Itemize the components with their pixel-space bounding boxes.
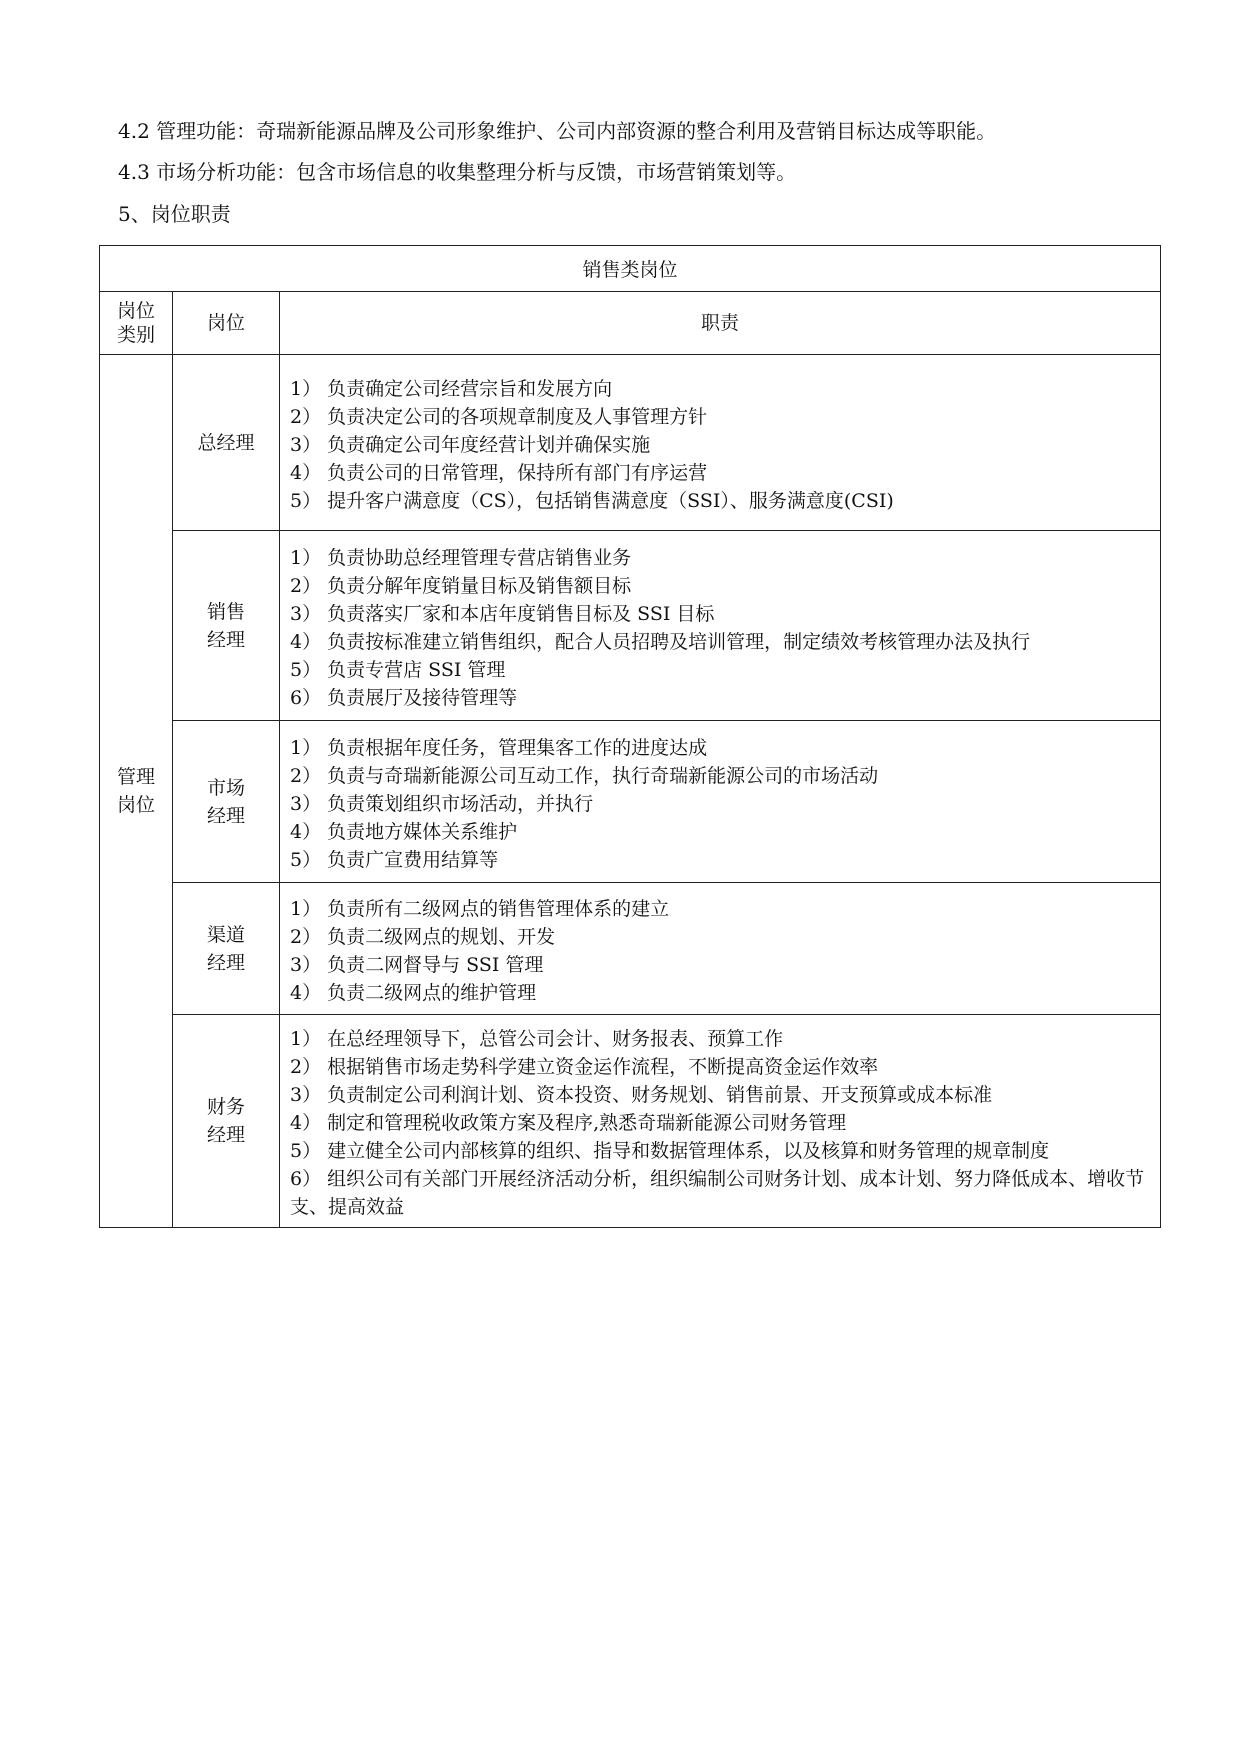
duty-item: 5） 负责广宣费用结算等: [290, 848, 499, 871]
table-row: [100, 355, 1161, 531]
duty-item: 1） 负责所有二级网点的销售管理体系的建立: [290, 897, 670, 920]
duty-item: 5） 提升客户满意度（CS），包括销售满意度（SSI）、服务满意度(CSI): [290, 489, 894, 512]
duty-item: 2） 负责二级网点的规划、开发: [290, 925, 556, 948]
duty-item: 3） 负责确定公司年度经营计划并确保实施: [290, 433, 651, 456]
duty-item: 1） 负责确定公司经营宗旨和发展方向: [290, 377, 613, 400]
table-title-row: [100, 246, 1161, 292]
position-general-manager: 总经理: [173, 355, 280, 531]
duty-item: 4） 负责二级网点的维护管理: [290, 981, 537, 1004]
duty-item: 5） 建立健全公司内部核算的组织、指导和数据管理体系，以及核算和财务管理的规章制度: [290, 1140, 1050, 1162]
position-sales-manager: [173, 531, 280, 721]
position-marketing-manager-label: 市场经理: [206, 776, 245, 827]
header-category-label: 岗位类别: [116, 300, 155, 346]
duty-item: 3） 负责落实厂家和本店年度销售目标及 SSI 目标: [290, 602, 715, 625]
duty-item: 4） 制定和管理税收政策方案及程序,熟悉奇瑞新能源公司财务管理: [290, 1112, 847, 1134]
job-duties-table: [99, 245, 1161, 1228]
duty-item: 2） 负责与奇瑞新能源公司互动工作，执行奇瑞新能源公司的市场活动: [290, 764, 879, 787]
duty-item: 6） 负责展厅及接待管理等: [290, 686, 518, 709]
position-finance-manager: [173, 1015, 280, 1228]
duty-item: 4） 负责地方媒体关系维护: [290, 820, 518, 843]
duties-sales-manager: [280, 531, 1161, 721]
duty-item: 3） 负责二网督导与 SSI 管理: [290, 953, 544, 976]
table-header-row: [100, 292, 1161, 355]
table-row: [100, 531, 1161, 721]
header-category: [100, 292, 173, 355]
section-heading-job-duties: 5、岗位职责: [118, 202, 231, 226]
duties-general-manager: [280, 355, 1161, 531]
duties-finance-manager: [280, 1015, 1161, 1228]
duty-item: 4） 负责按标准建立销售组织，配合人员招聘及培训管理，制定绩效考核管理办法及执行: [290, 630, 1031, 653]
paragraph-management-function: 4.2 管理功能：奇瑞新能源品牌及公司形象维护、公司内部资源的整合利用及营销目标达成等职能。: [118, 119, 997, 143]
table-row: [100, 721, 1161, 883]
header-duties: 职责: [280, 292, 1161, 355]
position-marketing-manager: [173, 721, 280, 883]
duty-item: 1） 负责根据年度任务，管理集客工作的进度达成: [290, 736, 708, 759]
duty-item: 4） 负责公司的日常管理，保持所有部门有序运营: [290, 461, 708, 484]
table-row: [100, 1015, 1161, 1228]
duty-item: 2） 负责决定公司的各项规章制度及人事管理方针: [290, 405, 708, 428]
duty-item: 3） 负责策划组织市场活动，并执行: [290, 792, 594, 815]
duty-item: 3） 负责制定公司利润计划、资本投资、财务规划、销售前景、开支预算或成本标准: [290, 1084, 993, 1106]
duty-item: 6） 组织公司有关部门开展经济活动分析，组织编制公司财务计划、成本计划、努力降低成本、增收节支、提高效益: [290, 1168, 1145, 1218]
duty-item: 2） 负责分解年度销量目标及销售额目标: [290, 574, 632, 597]
table-row: [100, 883, 1161, 1015]
position-channel-manager-label: 渠道经理: [206, 923, 245, 974]
duty-item: 5） 负责专营店 SSI 管理: [290, 658, 506, 681]
position-finance-manager-label: 财务经理: [206, 1096, 245, 1146]
duty-item: 1） 在总经理领导下，总管公司会计、财务报表、预算工作: [290, 1028, 784, 1050]
header-position: 岗位: [173, 292, 280, 355]
duty-item: 2） 根据销售市场走势科学建立资金运作流程，不断提高资金运作效率: [290, 1056, 879, 1078]
position-channel-manager: [173, 883, 280, 1015]
category-label: 管理岗位: [116, 766, 155, 816]
duty-item: 1） 负责协助总经理管理专营店销售业务: [290, 546, 632, 569]
paragraph-market-analysis-function: 4.3 市场分析功能：包含市场信息的收集整理分析与反馈，市场营销策划等。: [118, 160, 797, 184]
duties-marketing-manager: [280, 721, 1161, 883]
category-cell: [100, 355, 173, 1228]
position-sales-manager-label: 销售经理: [206, 600, 245, 651]
table-title: 销售类岗位: [100, 246, 1161, 292]
duties-channel-manager: [280, 883, 1161, 1015]
